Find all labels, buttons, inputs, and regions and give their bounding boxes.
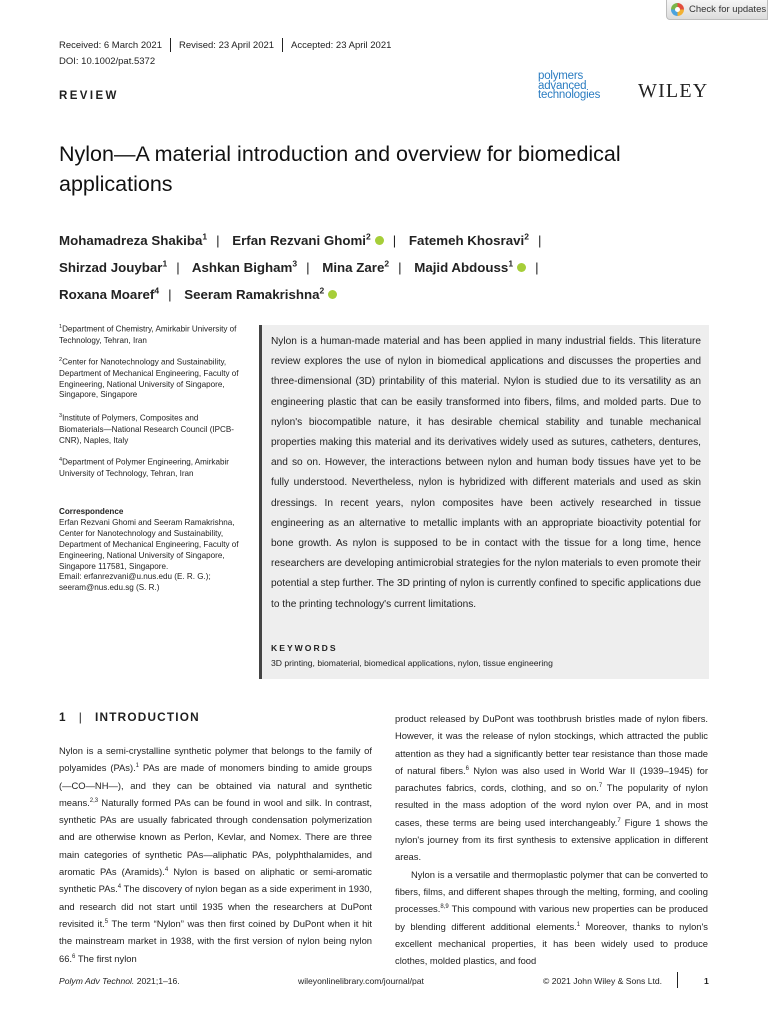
keywords-heading: KEYWORDS <box>271 643 338 653</box>
date-divider <box>170 38 171 52</box>
crossmark-icon <box>671 3 684 16</box>
section-number: 1 <box>59 710 67 724</box>
citation[interactable]: 4 <box>164 866 169 873</box>
footer-divider <box>677 972 678 988</box>
section-title: INTRODUCTION <box>95 710 200 724</box>
keywords-text: 3D printing, biomaterial, biomedical applications, nylon, tissue engineering <box>271 658 553 668</box>
author-name[interactable]: Erfan Rezvani Ghomi$^2$ <box>232 233 383 248</box>
author-line: Mohamadreza Shakiba$^1$ | Erfan Rezvani Ghomi$^2$ | Fatemeh Khosravi$^2$ | <box>59 232 542 249</box>
citation[interactable]: 8,9 <box>440 904 449 911</box>
citation[interactable]: 1 <box>576 921 581 928</box>
footer-citation: Polym Adv Technol. 2021;1–16. <box>59 976 180 986</box>
body-paragraph: Nylon is a versatile and thermoplastic polymer that can be converted to fibers, films, and different shapes through the melting, forming, and cooling processes.$^{8,9}$ This compound with various new properties can be produced by blending different additional elements.$^1$ Moreover, thanks to nylon's excellent mechanical properties, it has been widely used to produce clothes, molded plastics, and food <box>395 868 708 967</box>
abstract-box <box>259 325 709 679</box>
affiliation: $^1$Department of Chemistry, Amirkabir University of Technology, Tehran, Iran <box>59 324 237 345</box>
citation[interactable]: 7 <box>598 783 603 790</box>
page-number: 1 <box>704 976 709 986</box>
revised-date: Revised: 23 April 2021 <box>178 39 275 51</box>
author-name[interactable]: Majid Abdouss$^1$ <box>414 260 526 275</box>
correspondence <box>59 507 244 594</box>
publisher-logo: WILEY <box>638 80 709 102</box>
accepted-date: Accepted: 23 April 2021 <box>291 39 392 51</box>
correspondence-email[interactable]: seeram@nus.edu.sg (S. R.) <box>59 583 160 593</box>
orcid-icon[interactable] <box>328 290 337 299</box>
citation[interactable]: 5 <box>104 918 109 925</box>
section-heading: 1 | INTRODUCTION <box>59 710 200 724</box>
author-list <box>59 226 679 307</box>
journal-logo-line: polymers <box>538 70 584 82</box>
affiliation: $^2$Center for Nanotechnology and Sustainability, Department of Mechanical Engineering, Faculty of Engineering, National University of Singapore, Singapore, Singapore <box>59 357 239 400</box>
check-for-updates-button[interactable] <box>666 0 768 20</box>
author-name[interactable]: Mohamadreza Shakiba$^1$ <box>59 232 208 249</box>
footer-copyright: © 2021 John Wiley & Sons Ltd. <box>543 976 663 986</box>
correspondence-heading: Correspondence <box>59 507 124 516</box>
journal-logo-line: advanced <box>538 79 587 92</box>
citation[interactable]: 4 <box>117 884 122 891</box>
citation[interactable]: 7 <box>617 817 621 824</box>
author-name[interactable]: Ashkan Bigham$^3$ <box>191 258 298 276</box>
author-name[interactable]: Seeram Ramakrishna$^2$ <box>184 287 337 302</box>
orcid-icon[interactable] <box>517 263 526 272</box>
correspondence-email[interactable]: Email: erfanrezvani@u.nus.edu (E. R. G.); <box>59 572 211 582</box>
author-name[interactable]: Shirzad Jouybar$^1$ <box>59 258 168 276</box>
author-name[interactable]: Mina Zare$^2$ <box>322 258 390 276</box>
correspondence-text: Erfan Rezvani Ghomi and Seeram Ramakrishna, Center for Nanotechnology and Sustainability, Department of Mechanical Engineering, Faculty of Engineering, National University of Singapore, Singapore 117581, Singapore. <box>59 517 239 571</box>
received-date: Received: 6 March 2021 <box>59 39 162 51</box>
body-column-right <box>395 710 708 969</box>
author-name[interactable]: Roxana Moaref$^4$ <box>59 285 160 303</box>
citation[interactable]: 2,3 <box>89 797 99 804</box>
abstract-text: Nylon is a human-made material and has been applied in many industrial fields. This literature review explores the use of nylon in biomedical applications and discusses the properties and three-dimensional (3D) printability of this material. Nylon is studied due to its versatility as an engineering plastic that can be easily transformed into fibers, films, and molded parts. Due to nylon's biocompatible nature, it has desirable chemical stability and tunable mechanical properties making this material and its derivatives widely used as sutures, catheters, dentures, and so on. However, the interactions between nylon and human body tissues have yet to be fully understood. Nevertheless, nylon is hybridized with different materials and used as skin dressings. In recent years, nylon composites have been actively researched in tissue engineering as an alternative to metallic implants with an appropriate bioactivity potential for bone growth. As nylon is supposed to be in contact with the tissue for a long time, hence researchers are developing antimicrobial strategies for the nylon materials to even promote their potential a step further. The 3D printing of nylon is currently confined to specific applications due to the printing technology's current limitations. <box>271 336 701 610</box>
article-dates <box>59 38 391 52</box>
affiliation: $^4$Department of Polymer Engineering, Amirkabir University of Technology, Tehran, Iran <box>59 457 229 478</box>
doi[interactable]: DOI: 10.1002/pat.5372 <box>59 56 156 67</box>
article-title: Nylon—A material introduction and overview for biomedical applications <box>59 142 621 196</box>
check-for-updates-label: Check for updates <box>689 4 767 15</box>
section-label: REVIEW <box>59 90 119 102</box>
author-name[interactable]: Fatemeh Khosravi$^2$ <box>408 232 529 249</box>
footer-url[interactable]: wileyonlinelibrary.com/journal/pat <box>298 976 424 986</box>
body-column-left <box>59 742 372 967</box>
author-line: Roxana Moaref$^4$ | Seeram Ramakrishna$^2$ <box>59 280 679 307</box>
citation[interactable]: 6 <box>72 953 76 960</box>
journal-logo-line: technologies <box>538 89 601 101</box>
body-paragraph: product released by DuPont was toothbrush bristles made of nylon fibers. However, it was the release of nylon stockings, which attracted the public attention as they had a significantly better tear resistance than those made of natural fibers.$^6$ Nylon was also used in World War II (1939–1945) for parachutes fabrics, cords, clothing, and so on.$^7$ The popularity of nylon resulted in the mass adoption of the word nylon over PA, and in most cases, these terms are being used interchangeably.$^7$ Figure 1 shows the nylon's journey from its first synthesis to extensive application in different areas. <box>395 713 708 863</box>
affiliation: $^3$Institute of Polymers, Composites and Biomaterials—National Research Council (IPCB-CNR), Naples, Italy <box>59 413 234 445</box>
date-divider <box>282 38 283 52</box>
orcid-icon[interactable] <box>375 236 384 245</box>
body-paragraph: Nylon is a semi-crystalline synthetic polymer that belongs to the family of polyamides (PAs).$^1$ PAs are made of monomers binding to amide groups (—CO—NH—), and they can be obtained via natural and synthetic means.$^{2,3}$ Naturally formed PAs can be found in wool and silk. In contrast, synthetic PAs are usually fabricated through condensation polymerization and are otherwise known as Perlon, Kevlar, and Nomex. There are three main categories of synthetic PAs—aliphatic PAs, polyphthalamides, and aromatic PAs (Aramids).$^4$ Nylon is based on aliphatic or semi-aromatic synthetic PAs.$^4$ The discovery of nylon began as a side experiment in 1930, and research did not start until 1935 when the researchers at DuPont revisited it.$^5$ The term “Nylon” was then first coined by DuPont when it hit the mainstream market in 1938, with the first version of nylon being nylon 66.$^6$ The first nylon <box>59 745 373 964</box>
journal-logo <box>538 72 630 106</box>
citation[interactable]: 1 <box>135 763 140 770</box>
author-line: Shirzad Jouybar$^1$ | Ashkan Bigham$^3$ | Mina Zare$^2$ | Majid Abdouss$^1$ | <box>59 258 539 276</box>
citation[interactable]: 6 <box>465 765 469 772</box>
